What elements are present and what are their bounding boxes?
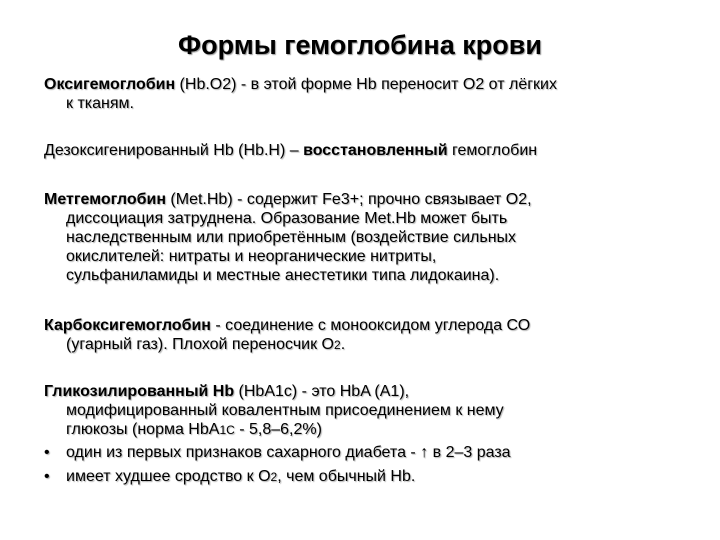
- glycated-hb-text: (HbA1c) - это HbA (A1),: [234, 383, 410, 400]
- glycated-hb-bullet-2: [44, 467, 694, 487]
- carboxyhemoglobin-paragraph: [44, 316, 694, 355]
- glycated-hb-bullet-2-text-b: , чем обычный Hb.: [277, 468, 416, 485]
- glycated-hb-line-2: модифицированный ковалентным присоединением к нему: [66, 402, 504, 419]
- carboxyhemoglobin-line-2: [44, 335, 694, 355]
- bullet-icon: •: [44, 444, 50, 461]
- deoxyhemoglobin-line: [44, 141, 694, 160]
- bullet-icon: •: [44, 468, 50, 485]
- methemoglobin-term: Метгемоглобин: [44, 191, 166, 208]
- carboxyhemoglobin-term: Карбоксигемоглобин: [44, 317, 211, 334]
- methemoglobin-line-3: наследственным или приобретённым (воздействие сильных: [66, 229, 517, 246]
- deoxyhemoglobin-paragraph: [44, 141, 694, 160]
- methemoglobin-line-5: сульфаниламиды и местные анестетики типа лидокаина).: [66, 267, 500, 284]
- methemoglobin-paragraph: [44, 190, 694, 285]
- glycated-hb-term: Гликозилированный Hb: [44, 383, 235, 400]
- carboxyhemoglobin-text-2a: (угарный газ). Плохой переносчик О: [66, 336, 334, 353]
- methemoglobin-line-1: [44, 190, 694, 209]
- methemoglobin-line-2: диссоциация затруднена. Образование Met.Hb может быть: [66, 210, 508, 227]
- glycated-hb-text-3a: глюкозы (норма HbA: [66, 421, 220, 438]
- carboxyhemoglobin-text-2b: .: [340, 336, 346, 353]
- oxyhemoglobin-line-1: [44, 75, 694, 94]
- glycated-hb-text-3b: - 5,8–6,2%): [234, 421, 322, 438]
- methemoglobin-text: (Met.Hb) - содержит Fe3+; прочно связывает О2,: [165, 191, 532, 208]
- deoxyhemoglobin-text-1: Дезоксигенированный Hb (Hb.H) –: [44, 142, 304, 159]
- deoxyhemoglobin-bold: восстановленный: [303, 142, 448, 159]
- deoxyhemoglobin-text-2: гемоглобин: [447, 142, 538, 159]
- slide-title: Формы гемоглобина крови: [178, 30, 542, 60]
- glycated-hb-bullet-1: [44, 443, 694, 462]
- carboxyhemoglobin-line-1: [44, 316, 694, 335]
- glycated-hb-paragraph: [44, 382, 694, 487]
- glycated-hb-bullet-2-subscript: 2: [270, 470, 278, 484]
- methemoglobin-line-4: окислителей: нитраты и неорганические нитриты,: [66, 248, 437, 265]
- oxyhemoglobin-paragraph: [44, 75, 694, 113]
- glycated-hb-line-1: [44, 382, 694, 401]
- oxyhemoglobin-term: Оксигемоглобин: [44, 76, 176, 93]
- glycated-hb-bullet-2-text-a: имеет худшее сродство к О: [66, 468, 271, 485]
- carboxyhemoglobin-subscript: 2: [334, 338, 341, 352]
- oxyhemoglobin-text: (Hb.O2) - в этой форме Hb переносит О2 от лёгких: [175, 76, 557, 93]
- glycated-hb-subscript: 1C: [219, 423, 235, 437]
- carboxyhemoglobin-text: - соединение с монооксидом углерода СО: [210, 317, 531, 334]
- glycated-hb-line-3: [44, 420, 694, 440]
- glycated-hb-bullet-1-text: один из первых признаков сахарного диабета - ↑ в 2–3 раза: [66, 444, 511, 461]
- oxyhemoglobin-line-2: к тканям.: [66, 95, 134, 112]
